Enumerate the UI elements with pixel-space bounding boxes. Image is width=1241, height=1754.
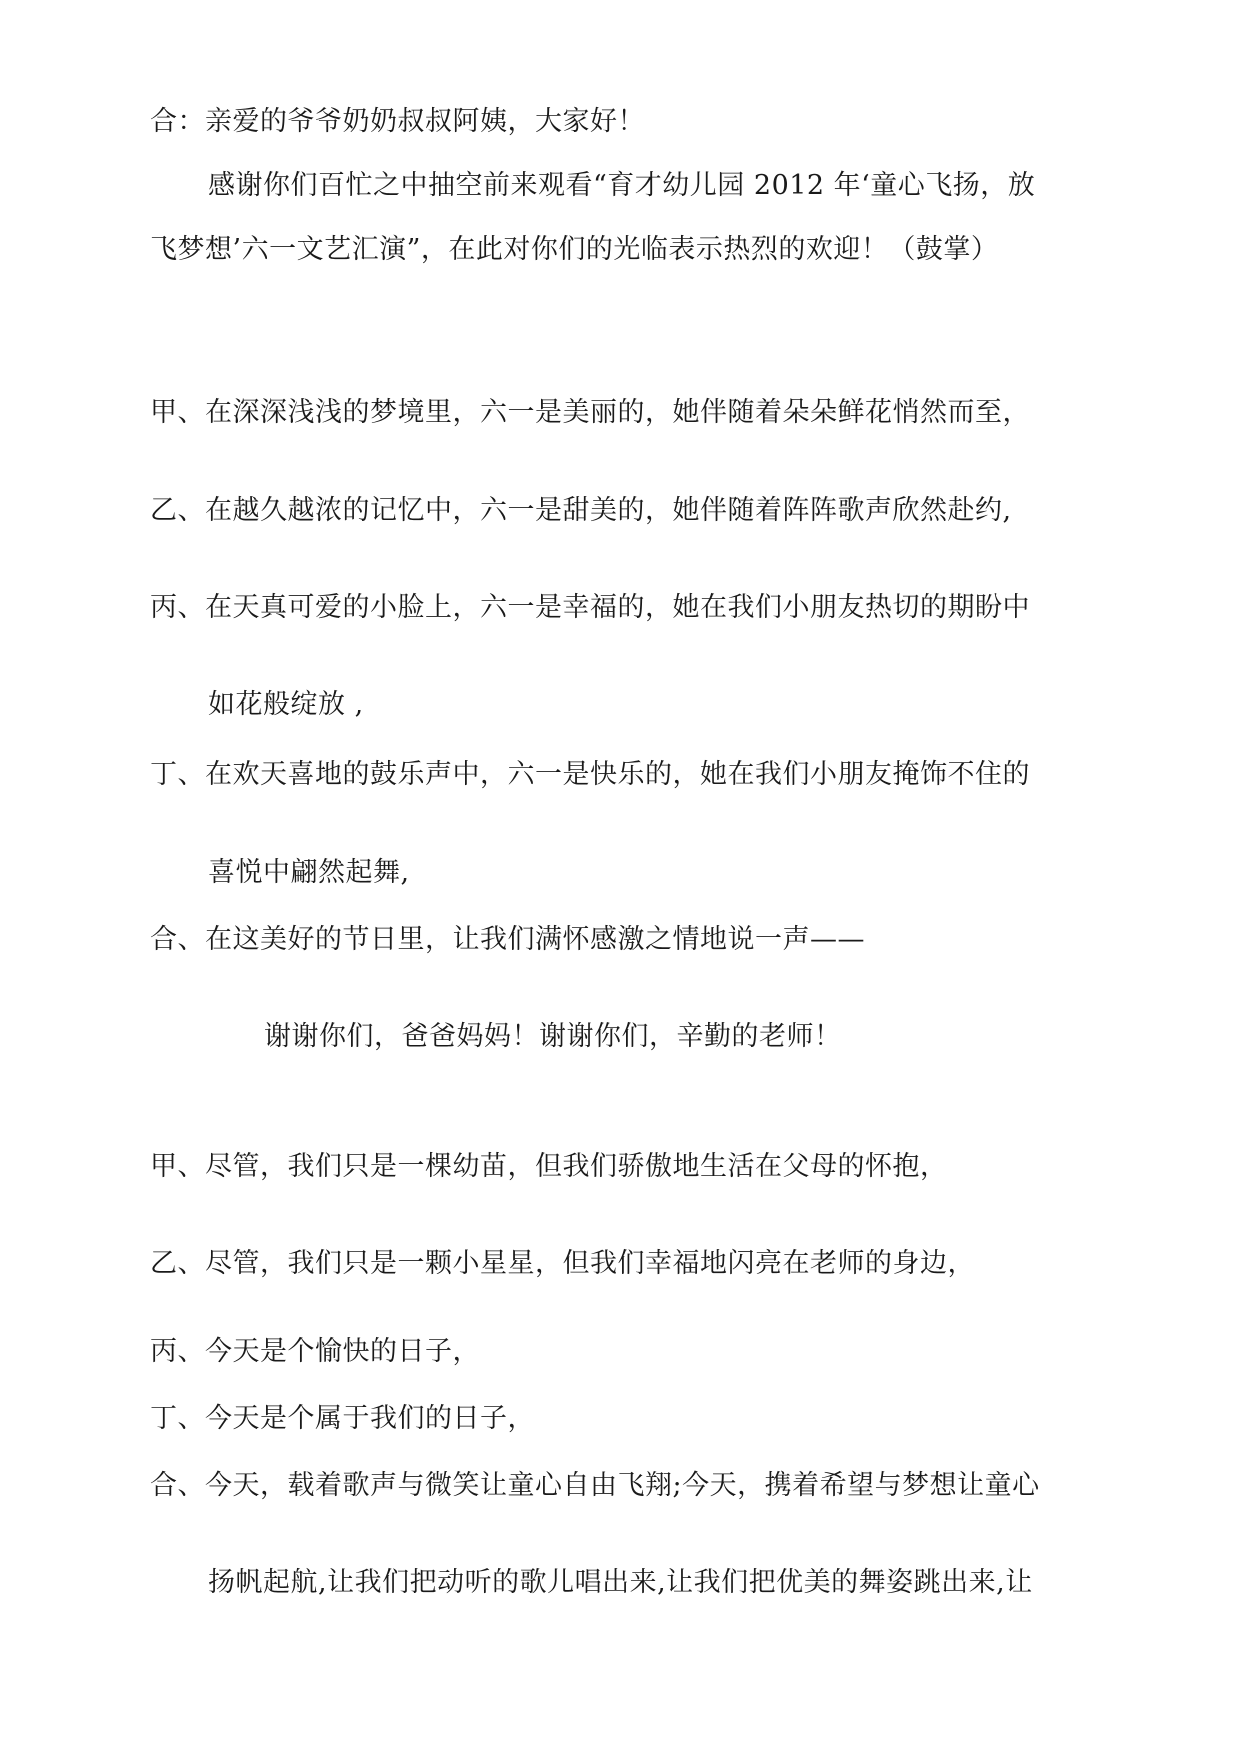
text-line: 乙、在越久越浓的记忆中，六一是甜美的，她伴随着阵阵歌声欣然赴约, bbox=[150, 495, 1012, 526]
text-line: 丁、在欢天喜地的鼓乐声中，六一是快乐的，她在我们小朋友掩饰不住的 bbox=[150, 759, 1030, 790]
text-line: 乙、尽管，我们只是一颗小星星，但我们幸福地闪亮在老师的身边， bbox=[150, 1248, 975, 1279]
text-line: 合、在这美好的节日里，让我们满怀感激之情地说一声—— bbox=[150, 924, 865, 955]
text-line: 合：亲爱的爷爷奶奶叔叔阿姨，大家好！ bbox=[150, 106, 645, 137]
text-line: 丙、在天真可爱的小脸上，六一是幸福的，她在我们小朋友热切的期盼中 bbox=[150, 592, 1030, 623]
text-line: 合、今天，载着歌声与微笑让童心自由飞翔;今天，携着希望与梦想让童心 bbox=[150, 1470, 1040, 1501]
text-line: 丁、今天是个属于我们的日子， bbox=[150, 1403, 535, 1434]
text-line: 如花般绽放 , bbox=[208, 689, 364, 720]
text-line: 喜悦中翩然起舞, bbox=[208, 857, 410, 888]
text-line: 丙、今天是个愉快的日子， bbox=[150, 1336, 480, 1367]
text-line: 甲、在深深浅浅的梦境里，六一是美丽的，她伴随着朵朵鲜花悄然而至， bbox=[150, 397, 1030, 428]
text-line: 谢谢你们，爸爸妈妈！谢谢你们，辛勤的老师！ bbox=[264, 1021, 842, 1052]
text-line: 飞梦想’六一文艺汇演”，在此对你们的光临表示热烈的欢迎！（鼓掌） bbox=[150, 234, 999, 265]
text-line: 甲、尽管，我们只是一棵幼苗，但我们骄傲地生活在父母的怀抱， bbox=[150, 1151, 948, 1182]
text-line: 扬帆起航,让我们把动听的歌儿唱出来,让我们把优美的舞姿跳出来,让 bbox=[208, 1567, 1033, 1598]
text-line: 感谢你们百忙之中抽空前来观看“育才幼儿园 2012 年‘童心飞扬，放 bbox=[208, 170, 1036, 201]
